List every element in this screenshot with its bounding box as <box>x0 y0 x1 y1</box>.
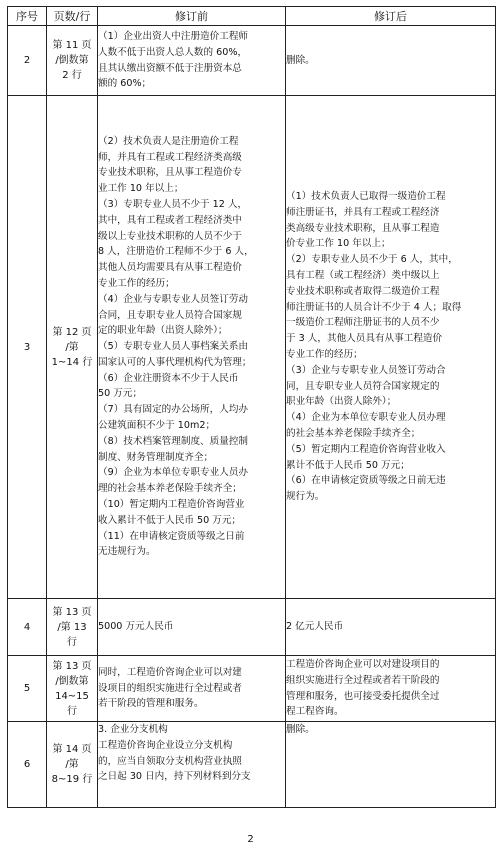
before-paragraph: （9）企业为本单位专职专业人员办 理的社会基本养老保险手续齐全； <box>98 467 249 495</box>
table-row <box>8 26 496 96</box>
table-row <box>8 96 496 599</box>
row-page-line: 第 14 页 /第 8~19 行 <box>47 722 98 808</box>
header-seq: 序号 <box>8 7 47 26</box>
row-seq: 5 <box>8 656 47 722</box>
header-before: 修订前 <box>98 7 286 26</box>
after-paragraph: （6）在申请核定资质等级之日前无违 规行为。 <box>286 475 446 503</box>
row-before <box>98 599 286 656</box>
before-paragraph: （8）技术档案管理制度、质量控制 制度、财务管理制度齐全； <box>98 435 249 463</box>
revision-table <box>7 6 496 808</box>
before-paragraph: 同时，工程造价咨询企业可以对建 设项目的组织实施进行全过程或者 若干阶段的管理和服务。 <box>98 666 242 710</box>
before-paragraph: （4）企业与专职专业人员签订劳动 合同，且专职专业人员符合国家规 定的职业年龄（出资人除外）； <box>98 293 249 337</box>
after-paragraph: 删除。 <box>286 54 315 66</box>
after-paragraph: （1）技术负责人已取得一级造价工程 师注册证书，并具有工程或工程经济 类高级专业技术职称，且从事工程造 价专业工作 10 年以上； <box>286 191 446 250</box>
before-paragraph: 3. 企业分支机构 工程造价咨询企业设立分支机构 的，应当自领取分支机构营业执照 之日起 30 日内，持下列材料到分支 <box>98 724 251 783</box>
row-page-line: 第 12 页 /第 1~14 行 <box>47 96 98 599</box>
after-paragraph: （2）专职专业人员不少于 6 人，其中， 具有工程（或工程经济）类中级以上 专业技术职称或者取得二级造价工程 师注册证书的人员合计不少于 4 人；取得 一级造价工程师注册证书的人员不少 于 3 人，其他人员具有从事工程造价 专业工作的经历； <box>286 254 462 360</box>
after-paragraph: 工程造价咨询企业可以对建设项目的 组织实施进行全过程或者若干阶段的 管理和服务，也可接受委托提供全过 程工程咨询。 <box>286 658 440 718</box>
row-before <box>98 96 286 599</box>
after-paragraph: 删除。 <box>286 724 315 735</box>
before-paragraph: （3）专职专业人员不少于 12 人， 其中，具有工程或者工程经济类中 级以上专业技术职称的人员不少于 8 人，注册造价工程师不少于 6 人， 其他人员均需要具有从事工程造价 专业工作的经历； <box>98 198 254 289</box>
row-page-line: 第 13 页 /倒数第 14~15 行 <box>47 656 98 722</box>
after-paragraph: （3）企业与专职专业人员签订劳动合 同，且专职专业人员符合国家规定的 职业年龄（出资人除外）； <box>286 364 446 408</box>
row-after <box>286 599 496 656</box>
before-paragraph: （6）企业注册资本不少于人民币 50 万元； <box>98 372 239 400</box>
before-paragraph: （1）企业出资人中注册造价工程师 人数不低于出资人总人数的 60%， 且其认缴出资额不低于注册资本总 额的 60%； <box>98 30 249 90</box>
before-paragraph: （2）技术负责人是注册造价工程 师，并具有工程或工程经济类高级 专业技术职称，且从事工程造价专 业工作 10 年以上； <box>98 135 242 195</box>
row-page-line: 第 11 页 /倒数第 2 行 <box>47 26 98 96</box>
before-paragraph: （7）具有固定的办公场所，人均办 公建筑面积不少于 10m2； <box>98 404 249 432</box>
row-before <box>98 656 286 722</box>
row-after <box>286 722 496 808</box>
page-number: 2 <box>247 834 254 845</box>
row-after <box>286 656 496 722</box>
before-paragraph: （5）专职专业人员人事档案关系由 国家认可的人事代理机构代为管理； <box>98 341 252 368</box>
row-seq: 6 <box>8 722 47 808</box>
table-row <box>8 599 496 656</box>
header-page-line: 页数/行 <box>47 7 98 26</box>
after-paragraph: （5）暂定期内工程造价咨询营业收入 累计不低于人民币 50 万元； <box>286 443 446 471</box>
before-paragraph: （10）暂定期内工程造价咨询营业 收入累计不低于人民币 50 万元； <box>98 499 245 526</box>
after-paragraph: （4）企业为本单位专职专业人员办理 的社会基本养老保险手续齐全； <box>286 412 446 439</box>
row-page-line: 第 13 页 /第 13 行 <box>47 599 98 656</box>
before-paragraph: 5000 万元人民币 <box>98 621 174 633</box>
header-after: 修订后 <box>286 7 496 26</box>
row-after <box>286 96 496 599</box>
table-row <box>8 656 496 722</box>
before-paragraph: （11）在申请核定资质等级之日前 无违规行为。 <box>98 530 245 558</box>
row-seq: 2 <box>8 26 47 96</box>
after-paragraph: 2 亿元人民币 <box>286 621 344 633</box>
row-seq: 4 <box>8 599 47 656</box>
table-body <box>8 26 496 808</box>
row-seq: 3 <box>8 96 47 599</box>
header-row <box>8 7 496 26</box>
row-before <box>98 26 286 96</box>
table-row <box>8 722 496 808</box>
row-before <box>98 722 286 808</box>
row-after <box>286 26 496 96</box>
